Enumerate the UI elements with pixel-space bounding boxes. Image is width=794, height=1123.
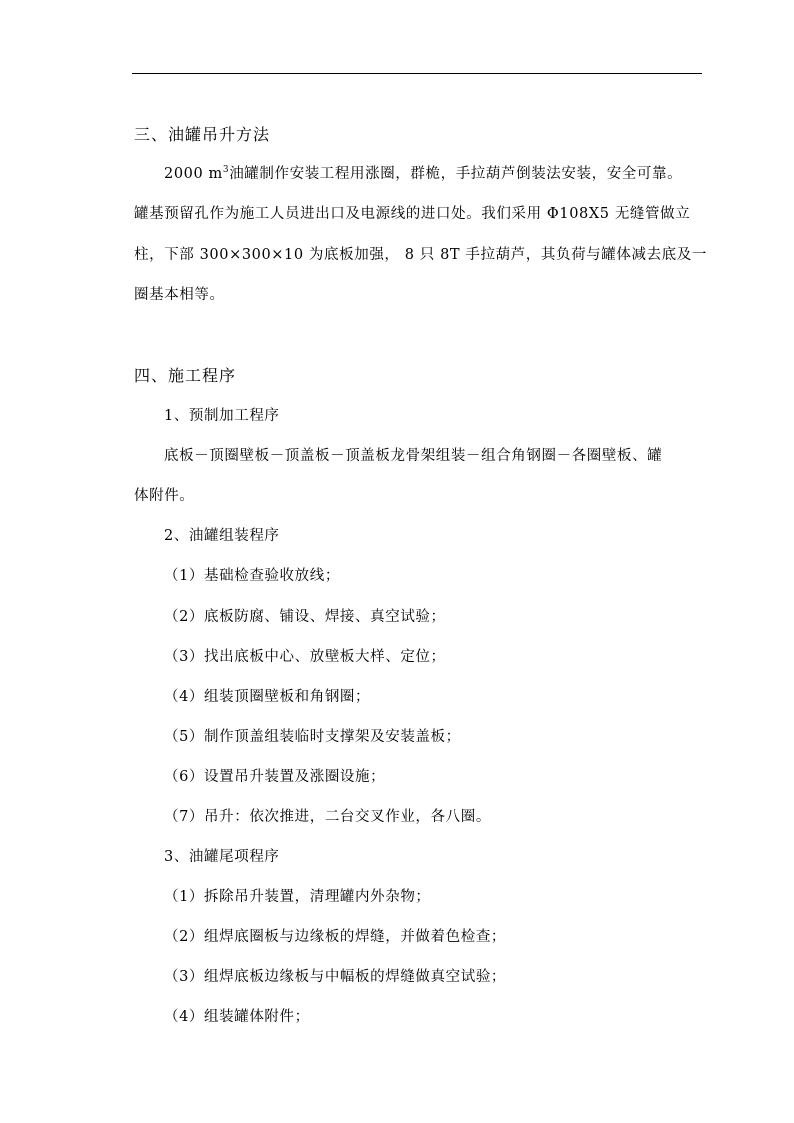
section-heading-3: 三、油罐吊升方法 [134, 125, 271, 144]
paragraph-line-3: 柱，下部 300×300×10 为底板加强， 8 只 8T 手拉葫芦，其负荷与罐体减去底及一 [134, 247, 707, 263]
list-item: （3）找出底板中心、放壁板大样、定位； [164, 649, 446, 665]
subsection-title-3: 3、油罐尾项程序 [164, 849, 280, 865]
superscript: 3 [222, 165, 230, 176]
paragraph-line-2: 罐基预留孔作为施工人员进出口及电源线的进口处。我们采用 Φ108X5 无缝管做立 [134, 206, 691, 222]
list-item: （7）吊升：依次推进，二台交叉作业，各八圈。 [164, 809, 491, 825]
list-item: （1）基础检查验收放线； [164, 568, 340, 584]
list-item: （3）组焊底板边缘板与中幅板的焊缝做真空试验； [164, 969, 507, 985]
paragraph-text: 2000 m [164, 166, 223, 182]
subsection-title-2: 2、油罐组装程序 [164, 528, 280, 544]
section-heading-4: 四、施工程序 [134, 366, 237, 385]
list-item: （4）组装罐体附件； [164, 1009, 310, 1025]
paragraph-line-1 [164, 164, 682, 184]
paragraph-line-4: 圈基本相等。 [134, 287, 225, 303]
list-item: （2）底板防腐、铺设、焊接、真空试验； [164, 609, 446, 625]
list-item: （6）设置吊升装置及涨圈设施； [164, 769, 386, 785]
subsection-text-line-1: 底板－顶圈壁板－顶盖板－顶盖板龙骨架组装－组合角钢圈－各圈壁板、罐 [164, 448, 663, 464]
list-item: （4）组装顶圈壁板和角钢圈； [164, 689, 371, 705]
subsection-title-1: 1、预制加工程序 [164, 408, 280, 424]
list-item: （2）组焊底圈板与边缘板的焊缝，并做着色检查； [164, 929, 507, 945]
paragraph-text: 油罐制作安装工程用涨圈，群桅，手拉葫芦倒装法安装，安全可靠。 [229, 166, 683, 182]
subsection-text-line-2: 体附件。 [134, 488, 195, 504]
header-rule [132, 73, 702, 74]
list-item: （5）制作顶盖组装临时支撑架及安装盖板； [164, 729, 461, 745]
list-item: （1）拆除吊升装置，清理罐内外杂物； [164, 889, 431, 905]
